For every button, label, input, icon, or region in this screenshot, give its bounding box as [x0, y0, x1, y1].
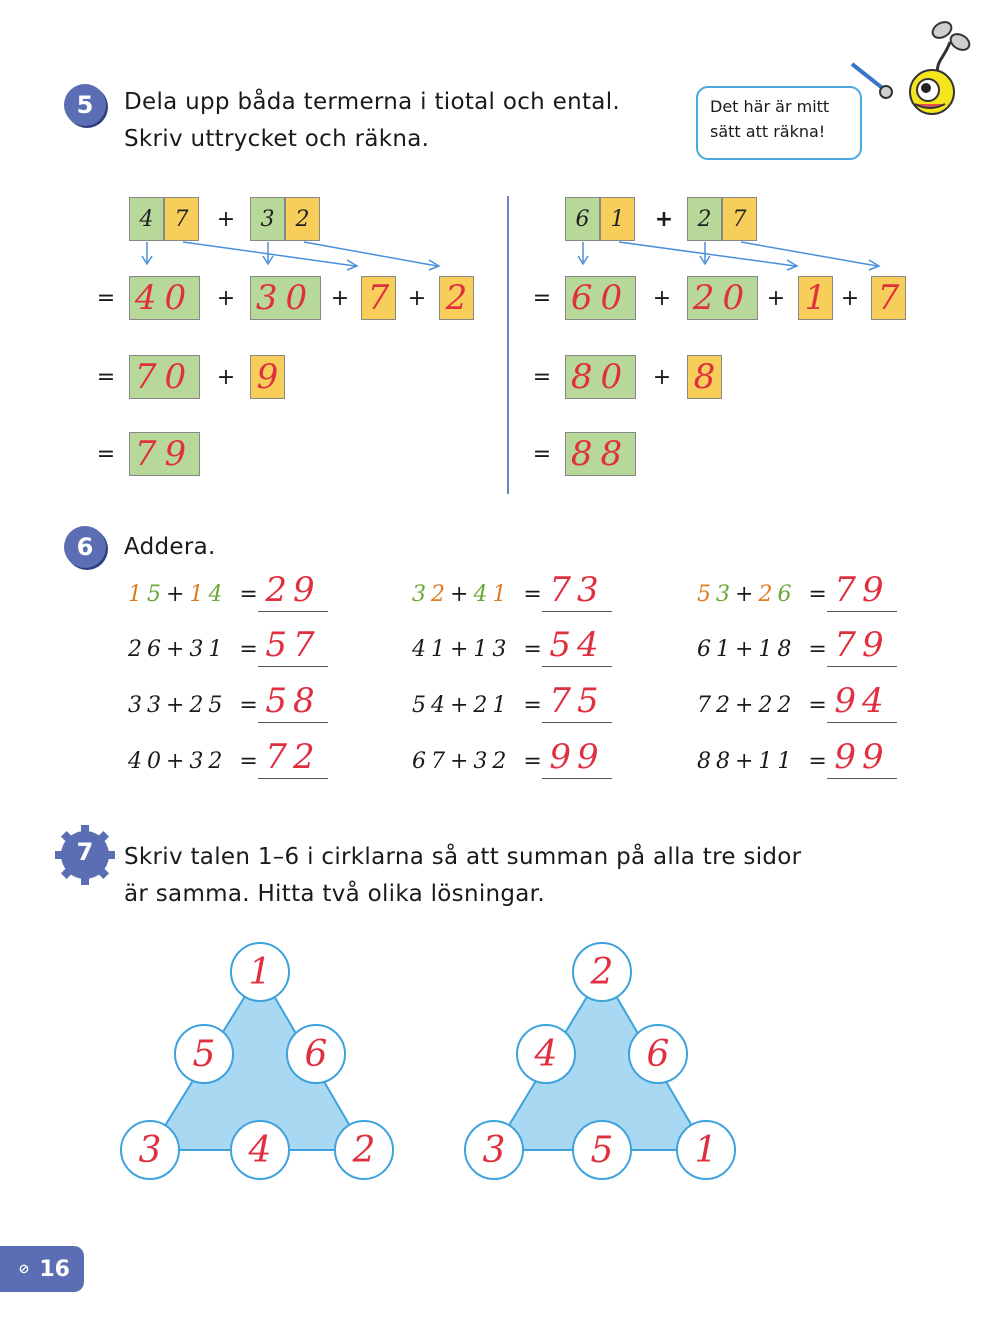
- problem-answer: 75: [549, 681, 605, 721]
- triangle-circle: 5: [174, 1024, 234, 1084]
- triangle-circle: 3: [120, 1120, 180, 1180]
- problem-answer: 79: [834, 570, 890, 610]
- problem-answer: 58: [265, 681, 321, 721]
- plus-sign: +: [407, 286, 427, 311]
- answer-cell: 70: [129, 355, 200, 399]
- problem-answer: 79: [834, 625, 890, 665]
- answer-cell: 79: [129, 432, 200, 476]
- answer-cell: 1: [798, 276, 833, 320]
- answer-cell: 7: [871, 276, 906, 320]
- answer-cell: 40: [129, 276, 200, 320]
- plus-sign: +: [216, 365, 236, 390]
- digit-cell: 7: [164, 197, 199, 241]
- digit-cell: 1: [600, 197, 635, 241]
- triangle-circle: 6: [628, 1024, 688, 1084]
- problem-expression: 67+32 =: [412, 749, 547, 774]
- task-number: 5: [76, 91, 94, 119]
- problem-answer: 94: [834, 681, 890, 721]
- answer-cell: 30: [250, 276, 321, 320]
- plus-sign: +: [766, 286, 786, 311]
- circle-icon: ⊘: [18, 1261, 30, 1277]
- plus-sign: +: [330, 286, 350, 311]
- problem-answer: 72: [265, 737, 321, 777]
- problem-expression: 32+41 =: [412, 582, 547, 607]
- digit-cell: 2: [285, 197, 320, 241]
- problem-expression: 72+22 =: [697, 693, 832, 718]
- instruction-line-2: Skriv uttrycket och räkna.: [124, 126, 430, 152]
- plus-sign: +: [216, 207, 236, 232]
- answer-cell: 9: [250, 355, 285, 399]
- instruction-line-1: Skriv talen 1–6 i cirklarna så att summan på alla tre sidor: [124, 844, 802, 870]
- answer-cell: 80: [565, 355, 636, 399]
- equals-sign: =: [96, 365, 116, 390]
- digit-cell: 3: [250, 197, 285, 241]
- instruction-line-1: Dela upp båda termerna i tiotal och ental.: [124, 89, 620, 115]
- equals-sign: =: [532, 365, 552, 390]
- problem-expression: 53+26 =: [697, 582, 832, 607]
- problem-expression: 88+11 =: [697, 749, 832, 774]
- equals-sign: =: [96, 286, 116, 311]
- plus-sign: +: [652, 286, 672, 311]
- problem-answer: 99: [834, 737, 890, 777]
- problem-expression: 41+13 =: [412, 637, 547, 662]
- plus-sign: +: [840, 286, 860, 311]
- bubble-line-2: sätt att räkna!: [710, 122, 826, 141]
- page-number-text: 16: [39, 1256, 70, 1282]
- digit-cell: 6: [565, 197, 600, 241]
- problem-answer: 57: [265, 625, 321, 665]
- digit-cell: 7: [722, 197, 757, 241]
- problem-answer: 54: [549, 625, 605, 665]
- problem-expression: 61+18 =: [697, 637, 832, 662]
- answer-cell: 8: [687, 355, 722, 399]
- plus-sign: +: [216, 286, 236, 311]
- problem-answer: 29: [265, 570, 321, 610]
- problem-expression: 33+25 =: [128, 693, 263, 718]
- answer-cell: 88: [565, 432, 636, 476]
- answer-cell: 60: [565, 276, 636, 320]
- triangle-circle: 1: [676, 1120, 736, 1180]
- problem-expression: 15+14 =: [128, 582, 263, 607]
- equals-sign: =: [532, 442, 552, 467]
- triangle-circle: 1: [230, 942, 290, 1002]
- answer-cell: 20: [687, 276, 758, 320]
- triangle-circle: 2: [572, 942, 632, 1002]
- problem-expression: 54+21 =: [412, 693, 547, 718]
- answer-cell: 7: [361, 276, 396, 320]
- equals-sign: =: [532, 286, 552, 311]
- triangle-circle: 3: [464, 1120, 524, 1180]
- answer-cell: 2: [439, 276, 474, 320]
- page-number: [0, 1246, 84, 1292]
- plus-sign: +: [652, 365, 672, 390]
- bubble-line-1: Det här är mitt: [710, 97, 830, 116]
- problem-answer: 99: [549, 737, 605, 777]
- task-number: 6: [76, 533, 94, 561]
- equals-sign: =: [96, 442, 116, 467]
- instruction-line-2: är samma. Hitta två olika lösningar.: [124, 881, 545, 907]
- triangle-circle: 2: [334, 1120, 394, 1180]
- digit-cell: 2: [687, 197, 722, 241]
- plus-sign: +: [654, 207, 674, 232]
- triangle-circle: 4: [516, 1024, 576, 1084]
- problem-answer: 73: [549, 570, 605, 610]
- task-6-title: Addera.: [124, 534, 216, 560]
- task-number: 7: [76, 838, 94, 866]
- triangle-circle: 4: [230, 1120, 290, 1180]
- triangle-circle: 6: [286, 1024, 346, 1084]
- problem-expression: 26+31 =: [128, 637, 263, 662]
- problem-expression: 40+32 =: [128, 749, 263, 774]
- digit-cell: 4: [129, 197, 164, 241]
- triangle-circle: 5: [572, 1120, 632, 1180]
